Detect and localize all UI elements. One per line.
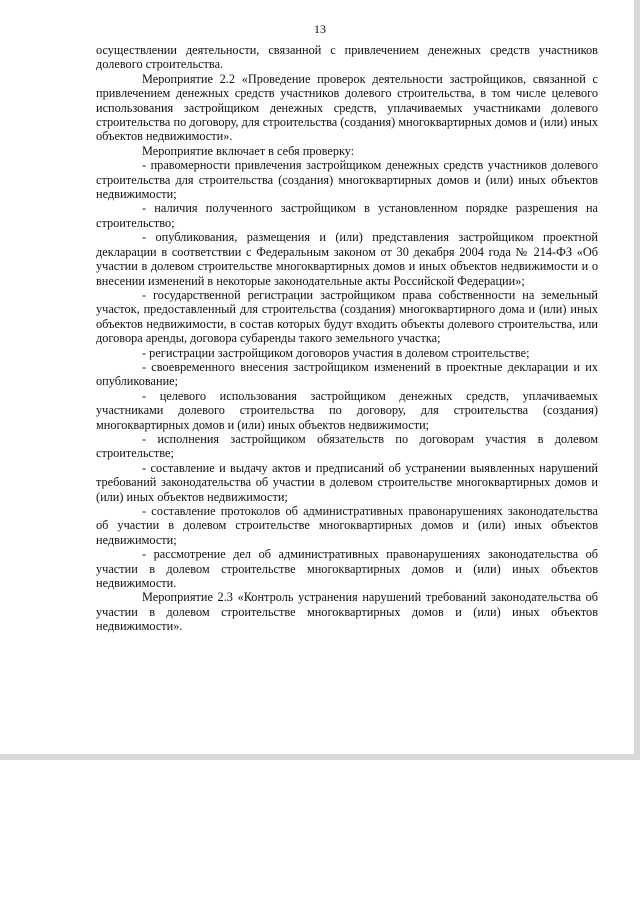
list-item: - рассмотрение дел об административных правонарушениях законодательства об участии в долевом строительстве многоквартирных домов и (или) иных объектов недвижимости. xyxy=(96,547,598,591)
list-item: - опубликования, размещения и (или) представления застройщиком проектной декларации в соответствии с Федеральным законом от 30 декабря 2004 года № 214-ФЗ «Об участии в долевом строительстве многоквартирных домов и иных объектов недвижимости и о внесении изменений в некоторые законодательные акты Российской Федерации»; xyxy=(96,230,598,288)
page-number: 13 xyxy=(314,22,326,36)
list-item: - правомерности привлечения застройщиком денежных средств участников долевого строительства для строительства (создания) многоквартирных домов и (или) иных объектов недвижимости; xyxy=(96,158,598,202)
list-item: - составление и выдачу актов и предписаний об устранении выявленных нарушений требований законодательства об участии в долевом строительстве многоквартирных домов и (или) иных объектов недвижимости; xyxy=(96,460,598,504)
paragraph: осуществлении деятельности, связанной с привлечением денежных средств участников долевого строительства. xyxy=(96,43,598,72)
blank-area xyxy=(0,760,640,905)
paragraph: Мероприятие включает в себя проверку: xyxy=(142,143,355,158)
document-body xyxy=(96,43,598,634)
list-item: - составление протоколов об административных правонарушениях законодательства об участии в долевом строительстве многоквартирных домов и (или) иных объектов недвижимости; xyxy=(96,504,598,547)
list-item: - регистрации застройщиком договоров участия в долевом строительстве; xyxy=(142,345,530,360)
list-item: - своевременного внесения застройщиком изменений в проектные декларации и их опубликование; xyxy=(96,359,598,389)
paragraph: Мероприятие 2.2 «Проведение проверок деятельности застройщиков, связанной с привлечением денежных средств участников долевого строительства, в том числе целевого использования застройщиком денежных средств, уплачиваемых участниками долевого строительства по договору, для строительства (создания) многоквартирных домов и (или) иных объектов недвижимости». xyxy=(96,71,598,144)
list-item: - целевого использования застройщиком денежных средств, уплачиваемых участниками долевого строительства по договору, для строительства (создания) многоквартирных домов и (или) иных объектов недвижимости; xyxy=(96,388,598,432)
list-item: - наличия полученного застройщиком в установленном порядке разрешения на строительство; xyxy=(96,201,598,230)
paragraph: Мероприятие 2.3 «Контроль устранения нарушений требований законодательства об участии в долевом строительстве многоквартирных домов и (или) иных объектов недвижимости». xyxy=(96,590,598,634)
list-item: - исполнения застройщиком обязательств по договорам участия в долевом строительстве; xyxy=(96,431,598,461)
list-item: - государственной регистрации застройщиком права собственности на земельный участок, предоставленный для строительства (создания) многоквартирного дома и (или) иных объектов недвижимости, в состав которых будут входить объекты долевого строительства, или договора аренды, договора субаренды такого земельного участка; xyxy=(96,287,598,346)
